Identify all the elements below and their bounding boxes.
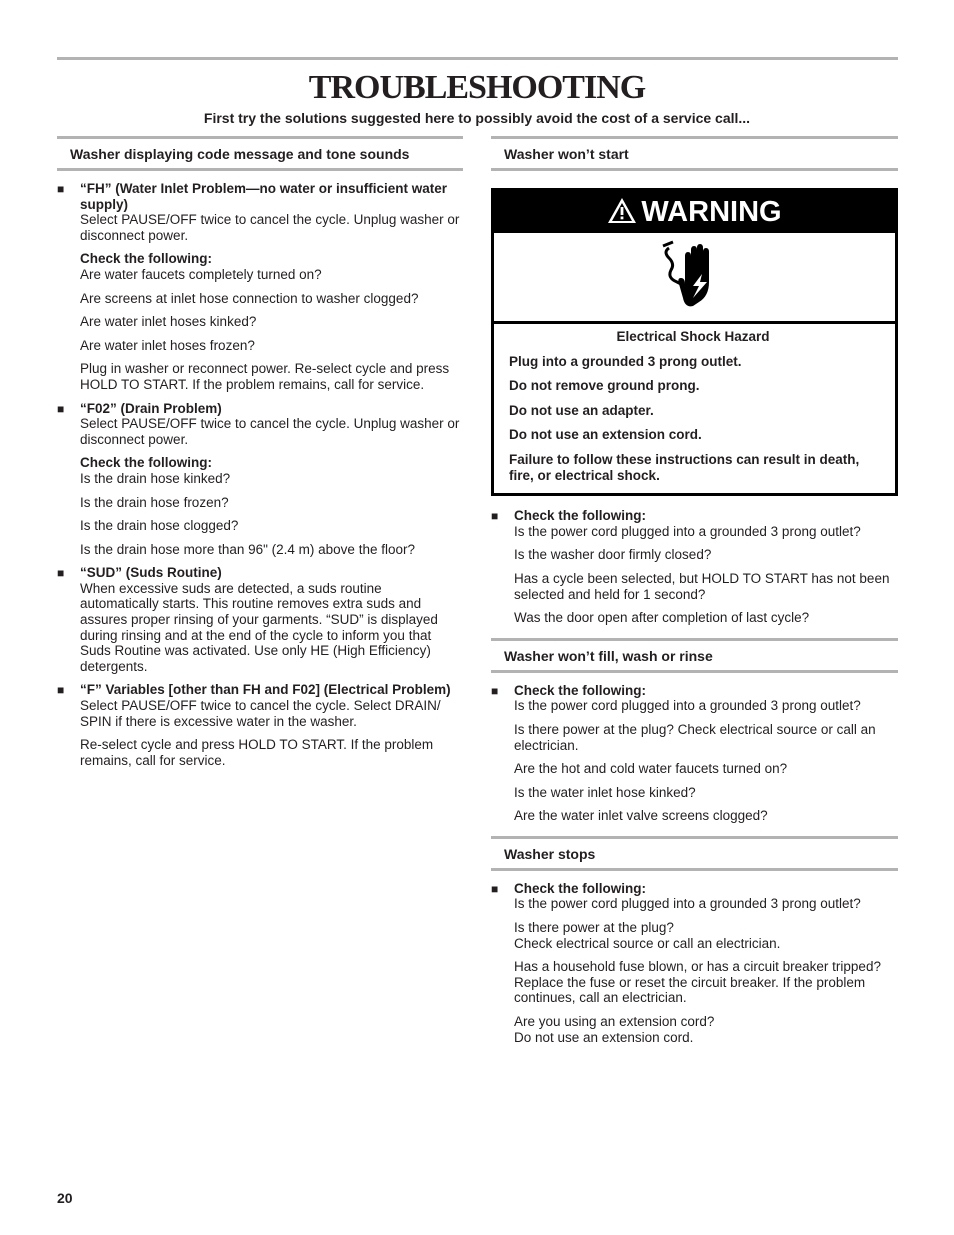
list-item-f-variables	[57, 682, 463, 768]
page-title: TROUBLESHOOTING	[308, 69, 646, 106]
check-line: Are you using an extension cord?	[514, 1014, 715, 1030]
warning-line: Plug into a grounded 3 prong outlet.	[509, 353, 742, 369]
hazard-title: Electrical Shock Hazard	[616, 329, 770, 344]
check-line: Check electrical source or call an electrician.	[514, 935, 781, 951]
top-rule	[57, 57, 898, 60]
bullet-square-icon: ■	[491, 509, 499, 524]
check-line: Are water inlet hoses kinked?	[80, 314, 257, 330]
item-text: Select PAUSE/OFF twice to cancel the cycle. Unplug washer or disconnect power.	[80, 416, 460, 447]
bullet-square-icon: ■	[57, 401, 65, 416]
check-line: Is the drain hose clogged?	[80, 518, 239, 534]
check-line: Is there power at the plug?	[514, 920, 674, 936]
check-line: Is the washer door firmly closed?	[514, 547, 712, 563]
bullet-square-icon: ■	[491, 881, 499, 896]
item-title: “SUD” (Suds Routine)	[80, 565, 222, 581]
warning-body	[494, 324, 895, 493]
section-heading-wont-start: Washer won’t start	[491, 136, 898, 171]
item-title: “FH” (Water Inlet Problem—no water or insufficient water supply)	[80, 181, 448, 212]
warning-triangle-icon	[607, 197, 637, 224]
check-line: Is the drain hose frozen?	[80, 494, 229, 510]
check-label: Check the following:	[514, 508, 647, 524]
bullet-square-icon: ■	[57, 683, 65, 698]
list-item-stops-checks	[491, 881, 898, 1045]
check-line: Has a household fuse blown, or has a circuit breaker tripped? Replace the fuse or reset the circuit breaker. If the problem continues, call an electrician.	[514, 959, 881, 1006]
section-heading-washer-stops: Washer stops	[491, 836, 898, 871]
list-item-f02	[57, 401, 463, 558]
check-label: Check the following:	[514, 682, 647, 698]
check-line: Do not use an extension cord.	[514, 1029, 694, 1045]
check-line: Is the power cord plugged into a grounded 3 prong outlet?	[514, 523, 861, 539]
bullet-square-icon: ■	[57, 566, 65, 581]
warning-line: Do not remove ground prong.	[509, 378, 700, 394]
check-label: Check the following:	[80, 455, 213, 471]
item-extra-text: Re-select cycle and press HOLD TO START. If the problem remains, call for service.	[80, 737, 434, 768]
section-heading-code-message: Washer displaying code message and tone sounds	[57, 136, 463, 171]
check-line: Is the drain hose more than 96" (2.4 m) above the floor?	[80, 541, 415, 557]
item-title: “F” Variables [other than FH and F02] (Electrical Problem)	[80, 682, 451, 698]
check-line: Are screens at inlet hose connection to washer clogged?	[80, 290, 419, 306]
check-line: Was the door open after completion of last cycle?	[514, 610, 810, 626]
check-line: Are the water inlet valve screens clogged?	[514, 808, 768, 824]
list-item-sud	[57, 565, 463, 674]
right-column	[491, 136, 898, 1045]
check-line: Has a cycle been selected, but HOLD TO START has not been selected and held for 1 second?	[514, 570, 890, 602]
item-title: “F02” (Drain Problem)	[80, 400, 222, 416]
electrical-shock-hand-icon	[494, 233, 895, 324]
page-subtitle: First try the solutions suggested here to possibly avoid the cost of a service call...	[203, 110, 751, 126]
left-column	[57, 136, 463, 768]
check-line: Plug in washer or reconnect power. Re-select cycle and press HOLD TO START. If the problem remains, call for service.	[80, 361, 450, 392]
check-line: Are water faucets completely turned on?	[80, 266, 322, 282]
page-number: 20	[57, 1190, 73, 1206]
section-heading-wont-fill: Washer won’t fill, wash or rinse	[491, 638, 898, 673]
warning-line: Failure to follow these instructions can result in death, fire, or electrical shock.	[509, 451, 860, 483]
warning-header	[494, 191, 895, 233]
check-line: Are the hot and cold water faucets turned on?	[514, 761, 788, 777]
list-item-fh	[57, 181, 463, 393]
check-line: Is the power cord plugged into a grounded 3 prong outlet?	[514, 896, 861, 912]
item-text: Select PAUSE/OFF twice to cancel the cycle. Select DRAIN/ SPIN if there is excessive water in the washer.	[80, 698, 441, 729]
item-text: Select PAUSE/OFF twice to cancel the cycle. Unplug washer or disconnect power.	[80, 212, 460, 243]
check-line: Is there power at the plug? Check electrical source or call an electrician.	[514, 721, 876, 753]
bullet-square-icon: ■	[57, 182, 65, 196]
check-line: Is the power cord plugged into a grounded 3 prong outlet?	[514, 698, 861, 714]
check-label: Check the following:	[514, 880, 647, 896]
list-item-wont-fill-checks	[491, 683, 898, 824]
item-text: When excessive suds are detected, a suds routine automatically starts. This routine removes extra suds and assures proper rinsing of your garments. “SUD” is displayed during rinsing and at the end of the cycle to inform you that Suds Routine was activated. Use only HE (High Efficiency) detergents.	[80, 580, 438, 674]
list-item-wont-start-checks	[491, 508, 898, 626]
check-label: Check the following:	[80, 251, 213, 267]
warning-line: Do not use an adapter.	[509, 402, 654, 418]
warning-box	[491, 188, 898, 496]
check-line: Is the drain hose kinked?	[80, 470, 231, 486]
warning-label: WARNING	[641, 196, 782, 228]
warning-line: Do not use an extension cord.	[509, 427, 702, 443]
check-line: Are water inlet hoses frozen?	[80, 337, 255, 353]
bullet-square-icon: ■	[491, 683, 499, 698]
check-line: Is the water inlet hose kinked?	[514, 784, 696, 800]
